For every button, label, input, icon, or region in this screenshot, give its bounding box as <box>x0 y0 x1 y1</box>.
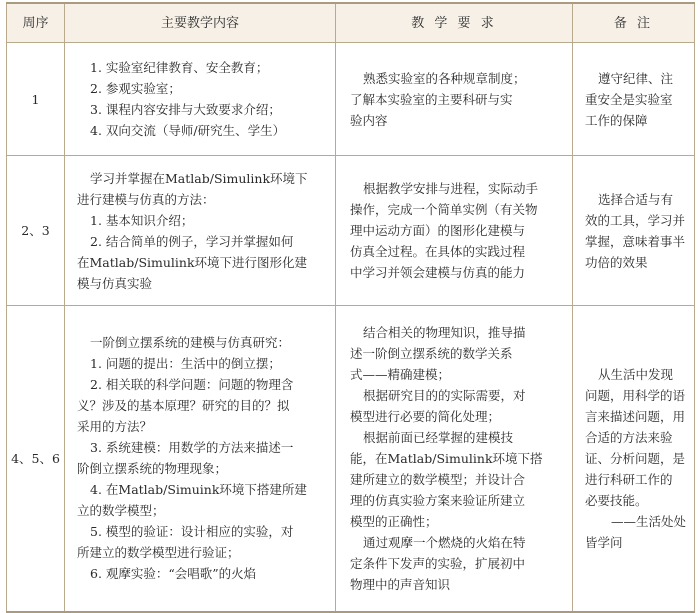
requirements-cell <box>336 156 573 306</box>
content-line: 一阶倒立摆系统的建模与仿真研究： <box>90 335 291 351</box>
header-week: 周序 <box>7 3 65 43</box>
header-row <box>7 3 695 43</box>
req-line: 根据研究目的的实际需要，对 <box>363 387 526 403</box>
req-line: 根据前面已经掌握的建模技 <box>363 429 514 445</box>
content-line: 4. 双向交流（导师/研究生、学生） <box>90 123 286 138</box>
note-line: 选择合适与有 <box>598 191 674 207</box>
content-cell <box>65 306 336 612</box>
table-row <box>7 156 695 306</box>
header-requirements: 教 学 要 求 <box>336 3 573 43</box>
note-line: 必要技能。 <box>585 492 648 508</box>
week-cell: 1 <box>7 43 65 156</box>
req-line: 建所建立的数学模型；并设计合 <box>350 471 526 487</box>
syllabus-table <box>6 2 695 613</box>
content-line: 2. 相关联的科学问题：问题的物理含 <box>90 377 294 393</box>
content-line: 1. 基本知识介绍； <box>90 212 194 228</box>
content-line: 在Matlab/Simulink环境下进行图形化建 <box>77 254 308 270</box>
content-line: 3. 课程内容安排与大致要求介绍； <box>90 102 281 117</box>
content-line: 1. 问题的提出：生活中的倒立摆； <box>90 356 281 372</box>
note-line: 从生活中发现 <box>598 366 674 382</box>
content-line: 1. 实验室纪律教育、安全教育； <box>90 60 269 75</box>
req-line: 了解本实验室的主要科研与实 <box>350 91 513 107</box>
content-line: 立的数学模型； <box>77 503 165 519</box>
req-line: 定条件下发声的实验，扩展初中 <box>350 555 526 571</box>
note-line: 皆学问 <box>585 534 623 550</box>
note-line: 进行科研工作的 <box>585 471 673 487</box>
note-line: 掌握，意味着事半 <box>585 233 686 249</box>
content-cell <box>65 43 336 156</box>
content-line: 所建立的数学模型进行验证； <box>77 545 240 561</box>
req-line: 熟悉实验室的各种规章制度； <box>363 70 526 86</box>
req-line: 通过观摩一个燃烧的火焰在特 <box>363 534 526 550</box>
content-line: 采用的方法？ <box>77 419 153 435</box>
table-row <box>7 43 695 156</box>
week-cell: 2、3 <box>7 156 65 306</box>
table-row <box>7 306 695 612</box>
note-line: 证、分析问题，是 <box>585 450 686 466</box>
content-line: 进行建模与仿真的方法： <box>77 191 215 207</box>
content-line: 6. 观摩实验：“会唱歌”的火焰 <box>90 566 257 582</box>
req-line: 理的仿真实验方案来验证所建立 <box>350 492 526 508</box>
note-line: ——生活处处 <box>611 513 687 529</box>
req-line: 理中运动方面）的图形化建模与 <box>350 223 526 238</box>
note-line: 工作的保障 <box>585 112 648 128</box>
note-line: 遵守纪律、注 <box>598 70 674 86</box>
content-line: 2. 结合简单的例子，学习并掌握如何 <box>90 233 294 249</box>
req-line: 操作，完成一个简单实例（有关物 <box>350 202 538 217</box>
req-line: 能，在Matlab/Simulink环境下搭 <box>350 450 543 466</box>
requirements-cell <box>336 306 573 612</box>
req-line: 中学习并领会建模与仿真的能力 <box>350 265 526 280</box>
req-line: 式——精确建模； <box>350 366 451 382</box>
req-line: 模型进行必要的简化处理； <box>350 408 501 424</box>
req-line: 根据教学安排与进程，实际动手 <box>363 181 539 196</box>
week-cell: 4、5、6 <box>7 306 65 612</box>
note-line: 功倍的效果 <box>585 254 648 270</box>
header-notes: 备 注 <box>573 3 695 43</box>
note-line: 合适的方法来验 <box>585 429 673 445</box>
note-line: 效的工具，学习并 <box>585 212 686 228</box>
notes-cell <box>573 156 695 306</box>
content-line: 模与仿真实验 <box>77 275 153 291</box>
notes-cell <box>573 306 695 612</box>
content-line: 阶倒立摆系统的物理现象； <box>77 461 228 477</box>
req-line: 验内容 <box>350 112 388 128</box>
req-line: 结合相关的物理知识，推导描 <box>363 324 526 340</box>
content-line: 3. 系统建模：用数学的方法来描述一 <box>90 440 294 456</box>
content-line: 学习并掌握在Matlab/Simulink环境下 <box>90 170 308 186</box>
req-line: 物理中的声音知识 <box>350 576 451 592</box>
note-line: 言来描述问题，用 <box>585 408 686 424</box>
req-line: 仿真全过程。在具体的实践过程 <box>350 244 526 259</box>
req-line: 模型的正确性； <box>350 513 438 529</box>
content-line: 义？涉及的基本原理？研究的目的？拟 <box>77 398 290 414</box>
req-line: 述一阶倒立摆系统的数学关系 <box>350 345 513 361</box>
note-line: 问题，用科学的语 <box>585 387 686 403</box>
content-cell <box>65 156 336 306</box>
header-content: 主要教学内容 <box>65 3 336 43</box>
content-line: 4. 在Matlab/Simuink环境下搭建所建 <box>90 482 307 498</box>
notes-cell <box>573 43 695 156</box>
note-line: 重安全是实验室 <box>585 91 673 107</box>
content-line: 2. 参观实验室； <box>90 81 181 96</box>
requirements-cell <box>336 43 573 156</box>
content-line: 5. 模型的验证：设计相应的实验，对 <box>90 524 294 540</box>
